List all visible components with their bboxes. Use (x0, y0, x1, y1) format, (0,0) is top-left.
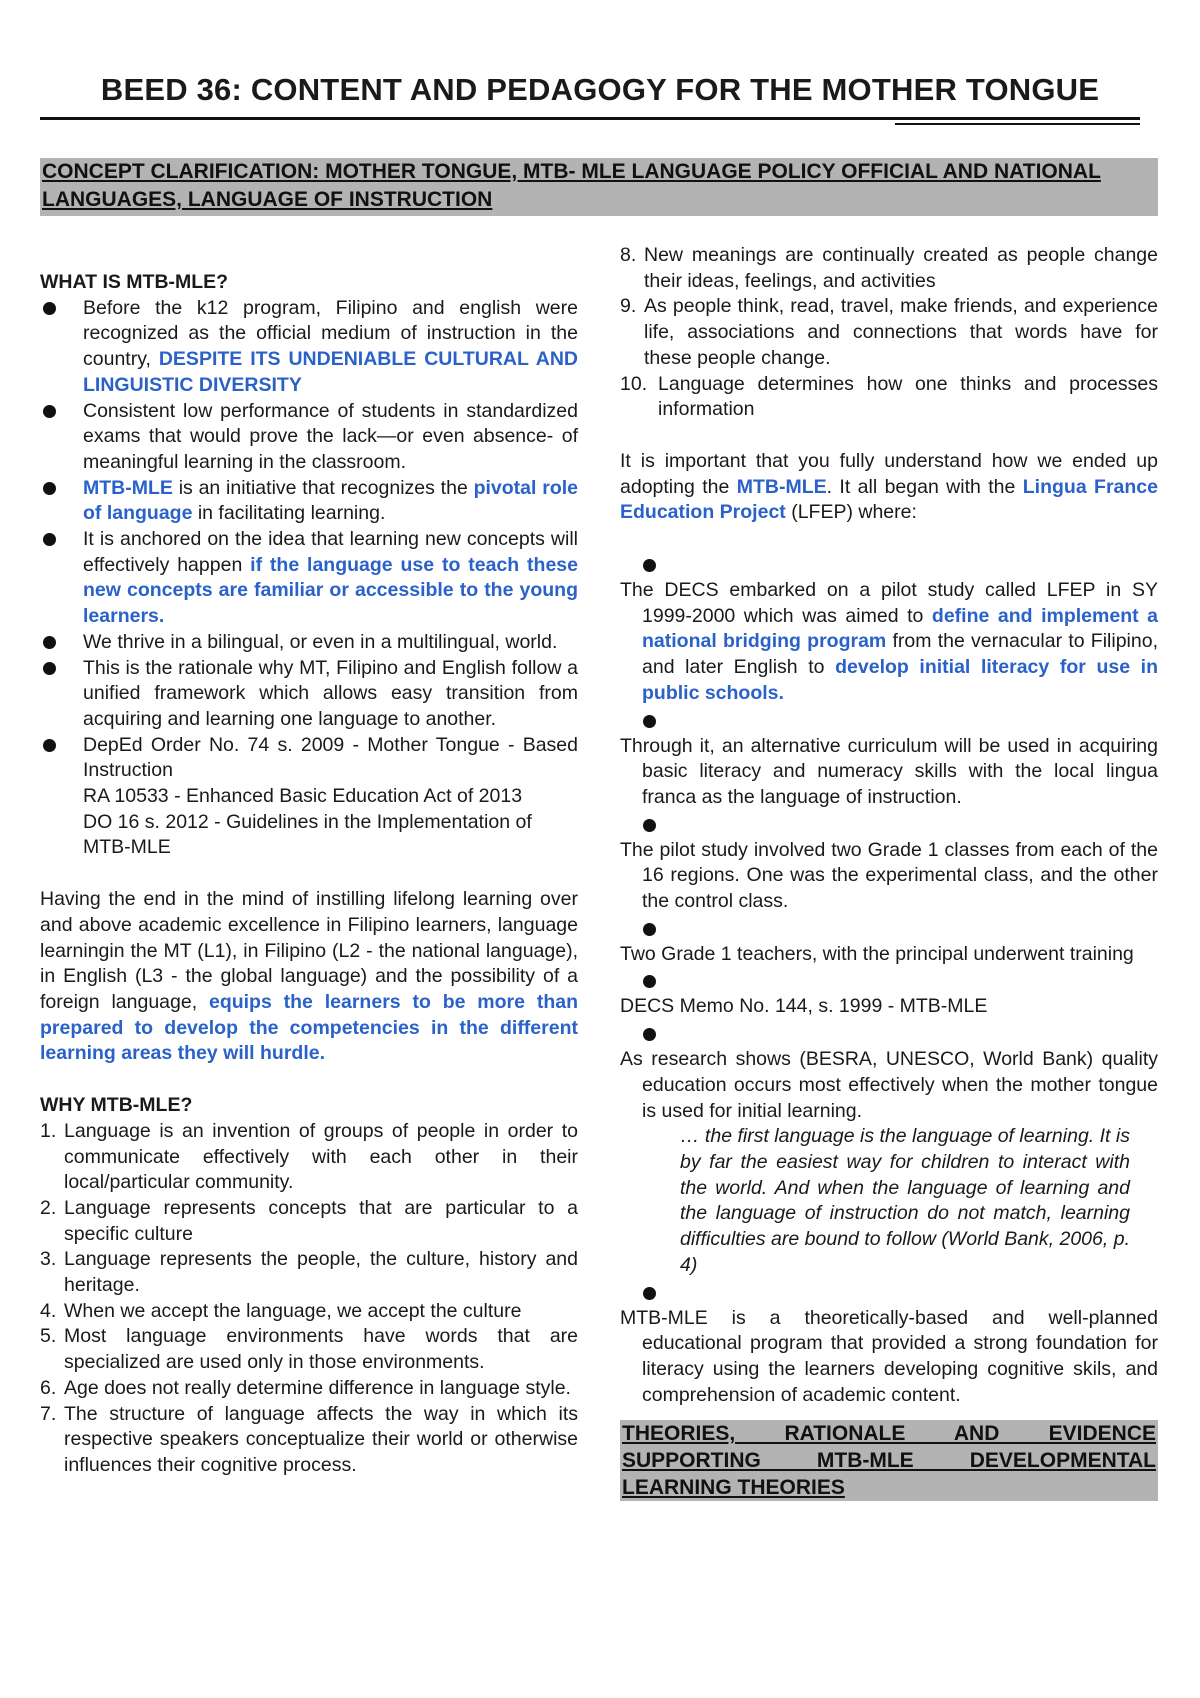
list-item: 10. Language determines how one thinks and processes information (620, 372, 1158, 421)
list-item: As research shows (BESRA, UNESCO, World Bank) quality education occurs most effectively when the mother tongue is used for initial learning. … the first language is the language of learning. It is by far the easiest way for children to interact with the world. And when the language of learning and the language of instruction do not match, learning difficulties are bound to follow (World Bank, 2006, p. 4) (620, 1021, 1158, 1278)
bullet-icon (620, 812, 1158, 838)
list-item: Before the k12 program, Filipino and english were recognized as the official medium of instruction in the country, DESPITE ITS UNDENIABLE CULTURAL AND LINGUISTIC DIVERSITY (40, 296, 578, 399)
lfep-list (620, 552, 1158, 1408)
list-item: 4. When we accept the language, we accept the culture (40, 1299, 522, 1322)
lifelong-paragraph: Having the end in the mind of instilling lifelong learning over and above academic excellence in Filipino learners, language learningin the MT (L1), in Filipino (L2 - the national language), in English (L3 - the global language) and the possibility of a foreign language, equips the learners to be more than prepared to develop the competencies in the different learning areas they will hurdle. (40, 888, 578, 1065)
list-item: 8. New meanings are continually created as people change their ideas, feelings, and activities (620, 244, 1158, 292)
list-item: It is anchored on the idea that learning new concepts will effectively happen if the language use to teach these new concepts are familiar or accessible to the young learners. (40, 527, 578, 630)
world-bank-quote: … the first language is the language of learning. It is by far the easiest way for children to interact with the world. And when the language of learning and the language of instruction do not match, learning difficulties are bound to follow (World Bank, 2006, p. 4) (680, 1125, 1130, 1276)
why-list-continued (620, 243, 1158, 423)
list-item: 2. Language represents concepts that are particular to a specific culture (40, 1196, 578, 1245)
list-item: MTB-MLE is an initiative that recognizes the pivotal role of language in facilitating learning. (40, 476, 578, 527)
list-item: 7. The structure of language affects the way in which its respective speakers conceptualize their world or otherwise influences their cognitive process. (40, 1402, 578, 1476)
bullet-icon (620, 708, 1158, 734)
list-item: The pilot study involved two Grade 1 classes from each of the 16 regions. One was the experimental class, and the other the control class. (620, 812, 1158, 915)
list-item: The DECS embarked on a pilot study called LFEP in SY 1999-2000 which was aimed to define and implement a national bridging program from the vernacular to Filipino, and later English to develop initial literacy for use in public schools. (620, 552, 1158, 707)
title-rule (40, 117, 1140, 120)
page-title: BEED 36: CONTENT AND PEDAGOGY FOR THE MOTHER TONGUE (100, 72, 1100, 107)
list-item: 6. Age does not really determine difference in language style. (40, 1376, 571, 1399)
left-column (40, 270, 578, 1479)
list-item: Consistent low performance of students in standardized exams that would prove the lack—or even absence- of meaningful learning in the classroom. (40, 399, 578, 476)
list-item: DepEd Order No. 74 s. 2009 - Mother Tongue - Based Instruction (40, 733, 578, 784)
list-item: Through it, an alternative curriculum will be used in acquiring basic literacy and numeracy skills with the local lingua franca as the language of instruction. (620, 708, 1158, 811)
theories-heading: THEORIES, RATIONALE AND EVIDENCE SUPPORTING MTB-MLE DEVELOPMENTAL LEARNING THEORIES (622, 1422, 1156, 1500)
bullet-icon (620, 552, 1158, 578)
list-item: 1. Language is an invention of groups of people in order to communicate effectively with each other in their local/particular community. (40, 1119, 578, 1194)
list-item: 5. Most language environments have words that are specialized are used only in those environments. (40, 1325, 578, 1374)
concept-clarification-heading: CONCEPT CLARIFICATION: MOTHER TONGUE, MTB- MLE LANGUAGE POLICY OFFICIAL AND NATIONAL LANGUAGES, LANGUAGE OF INSTRUCTION (40, 158, 1158, 216)
bullet-icon (620, 968, 1158, 994)
title-rule-accent (895, 123, 1140, 125)
why-heading: WHY MTB-MLE? (40, 1094, 193, 1117)
ra-10533-line: RA 10533 - Enhanced Basic Education Act of 2013 (83, 785, 523, 808)
bullet-icon (620, 1280, 1158, 1306)
right-column (620, 243, 1158, 1501)
list-item: Two Grade 1 teachers, with the principal underwent training (620, 916, 1158, 968)
list-item: We thrive in a bilingual, or even in a multilingual, world. (40, 630, 578, 656)
list-item: MTB-MLE is a theoretically-based and well-planned educational program that provided a strong foundation for literacy using the learners developing cognitive skils, and comprehension of academic content. (620, 1280, 1158, 1409)
why-list (40, 1119, 578, 1479)
lfep-intro-paragraph: It is important that you fully understand how we ended up adopting the MTB-MLE. It all began with the Lingua France Education Project (LFEP) where: (620, 449, 1158, 524)
bullet-icon (620, 1021, 1158, 1047)
what-is-list (40, 296, 578, 784)
bullet-icon (620, 916, 1158, 942)
do-16-line: DO 16 s. 2012 - Guidelines in the Implementation of MTB-MLE (83, 810, 532, 859)
list-item: 3. Language represents the people, the culture, history and heritage. (40, 1248, 578, 1297)
list-item: 9. As people think, read, travel, make friends, and experience life, associations and connections that words have for these people change. (620, 295, 1158, 369)
list-item: This is the rationale why MT, Filipino and English follow a unified framework which allows easy transition from acquiring and learning one language to another. (40, 656, 578, 733)
what-is-heading: WHAT IS MTB-MLE? (40, 271, 229, 293)
list-item: DECS Memo No. 144, s. 1999 - MTB-MLE (620, 968, 1158, 1020)
